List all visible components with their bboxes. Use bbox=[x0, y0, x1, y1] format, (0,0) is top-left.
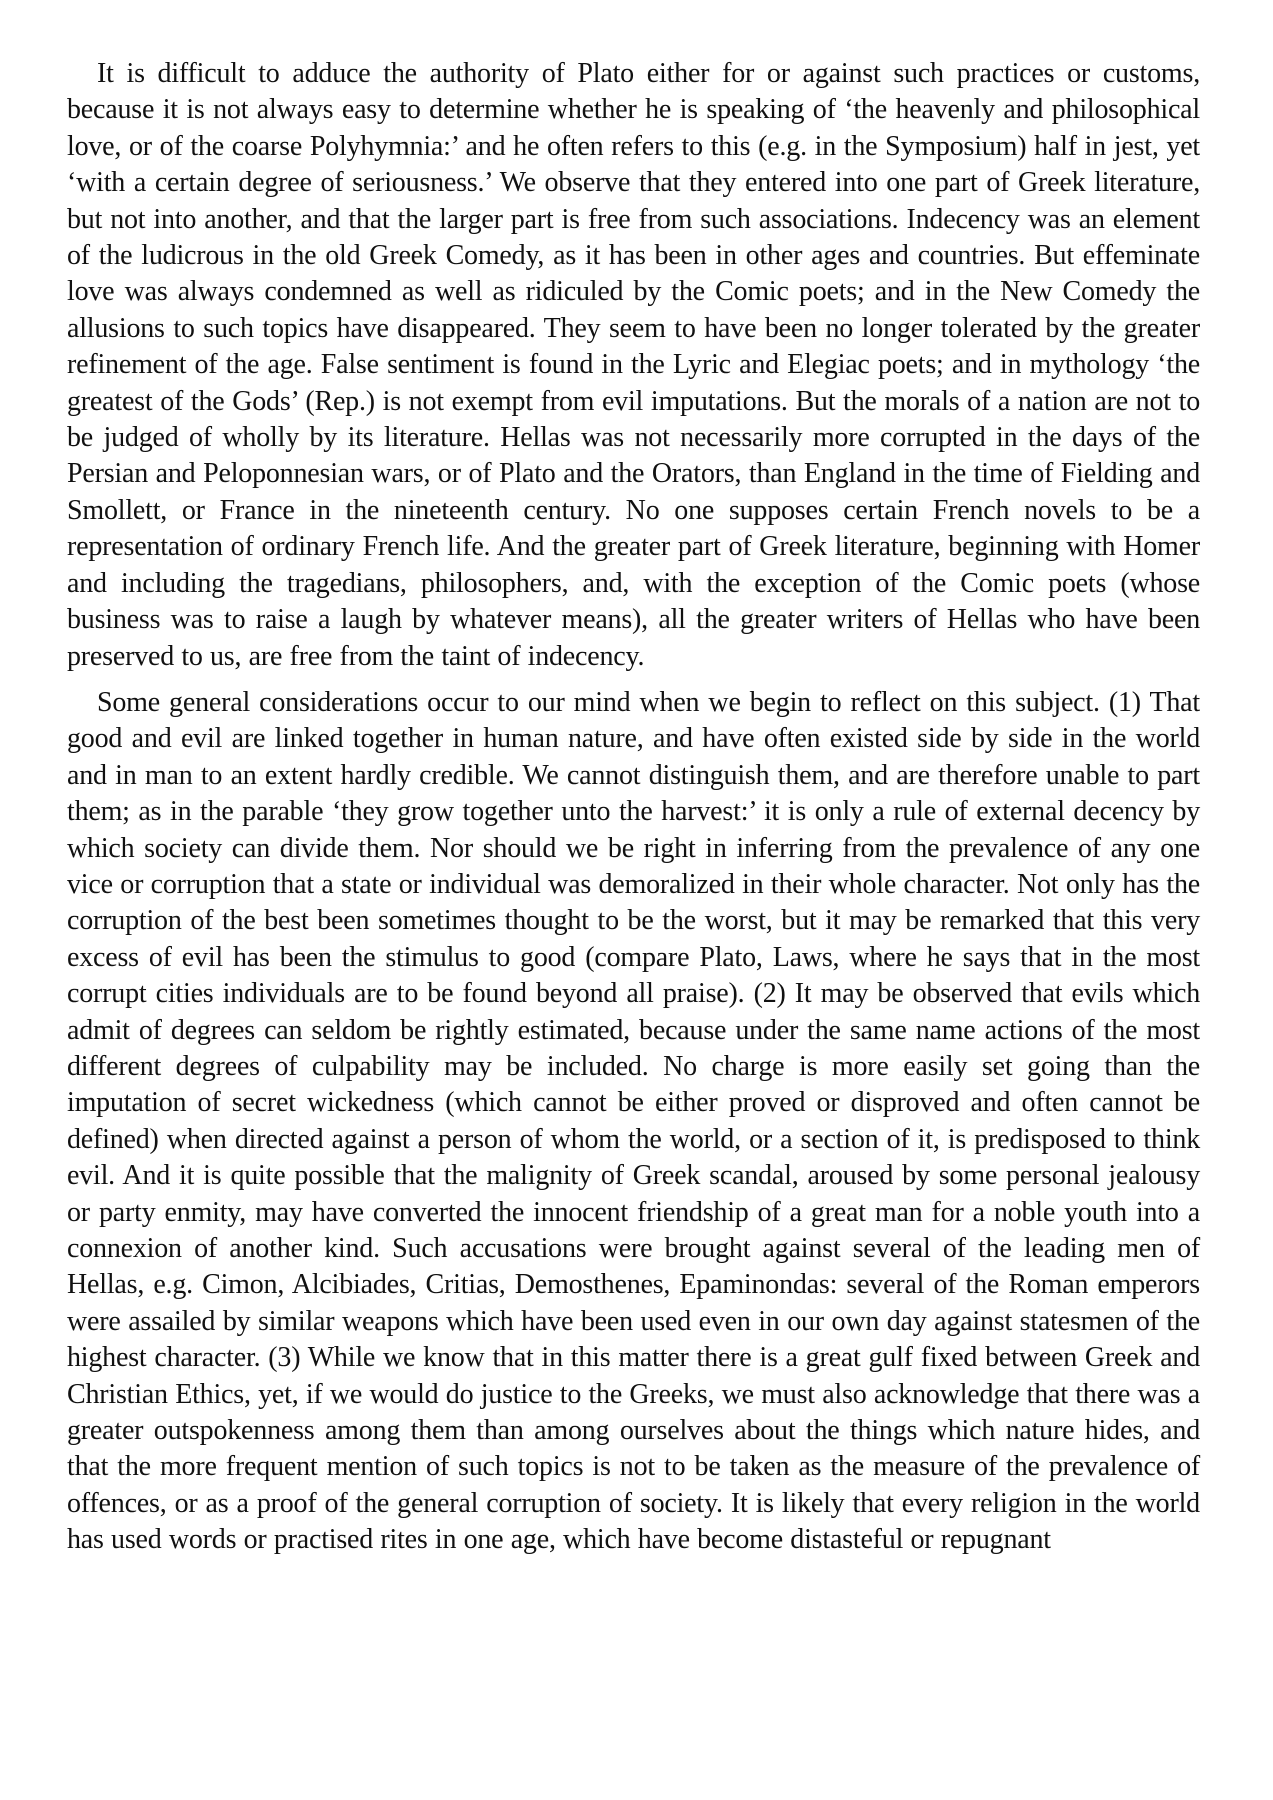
paragraph-2: Some general considerations occur to our mind when we begin to reflect on this subject. (1) That good and evil are linked together in human nature, and have often existed side by side in the world and in man to an extent hardly credible. We cannot distinguish them, and are therefore unable to part them; as in the parable ‘they grow together unto the harvest:’ it is only a rule of external decency by which society can divide them. Nor should we be right in inferring from the prevalence of any one vice or corruption that a state or individual was demoralized in their whole character. Not only has the corruption of the best been sometimes thought to be the worst, but it may be remarked that this very excess of evil has been the stimulus to good (compare Plato, Laws, where he says that in the most corrupt cities individuals are to be found beyond all praise). (2) It may be observed that evils which admit of degrees can seldom be rightly estimated, because under the same name actions of the most different degrees of culpability may be included. No charge is more easily set going than the imputation of secret wickedness (which cannot be either proved or disproved and often cannot be defined) when directed against a person of whom the world, or a section of it, is predisposed to think evil. And it is quite possible that the malignity of Greek scandal, aroused by some personal jealousy or party enmity, may have converted the innocent friendship of a great man for a noble youth into a connexion of another kind. Such accusations were brought against several of the leading men of Hellas, e.g. Cimon, Alcibiades, Critias, Demosthenes, Epaminondas: several of the Roman emperors were assailed by similar weapons which have been used even in our own day against statesmen of the highest character. (3) While we know that in this matter there is a great gulf fixed between Greek and Christian Ethics, yet, if we would do justice to the Greeks, we must also acknowledge that there was a greater outspokenness among them than among ourselves about the things which nature hides, and that the more frequent mention of such topics is not to be taken as the measure of the prevalence of offences, or as a proof of the general corruption of society. It is likely that every religion in the world has used words or practised rites in one age, which have become distasteful or repugnant bbox=[67, 686, 1200, 1556]
paragraph-1: It is difficult to adduce the authority of Plato either for or against such practices or customs, because it is not always easy to determine whether he is speaking of ‘the heavenly and philosophical love, or of the coarse Polyhymnia:’ and he often refers to this (e.g. in the Symposium) half in jest, yet ‘with a certain degree of seriousness.’ We observe that they entered into one part of Greek literature, but not into another, and that the larger part is free from such associations. Indecency was an element of the ludicrous in the old Greek Comedy, as it has been in other ages and countries. But effeminate love was always condemned as well as ridiculed by the Comic poets; and in the New Comedy the allusions to such topics have disappeared. They seem to have been no longer tolerated by the greater refinement of the age. False sentiment is found in the Lyric and Elegiac poets; and in mythology ‘the greatest of the Gods’ (Rep.) is not exempt from evil imputations. But the morals of a nation are not to be judged of wholly by its literature. Hellas was not necessarily more corrupted in the days of the Persian and Peloponnesian wars, or of Plato and the Orators, than England in the time of Fielding and Smollett, or France in the nineteenth century. No one supposes certain French novels to be a representation of ordinary French life. And the greater part of Greek literature, beginning with Homer and including the tragedians, philosophers, and, with the exception of the Comic poets (whose business was to raise a laugh by whatever means), all the greater writers of Hellas who have been preserved to us, are free from the taint of indecency. bbox=[67, 58, 1200, 672]
